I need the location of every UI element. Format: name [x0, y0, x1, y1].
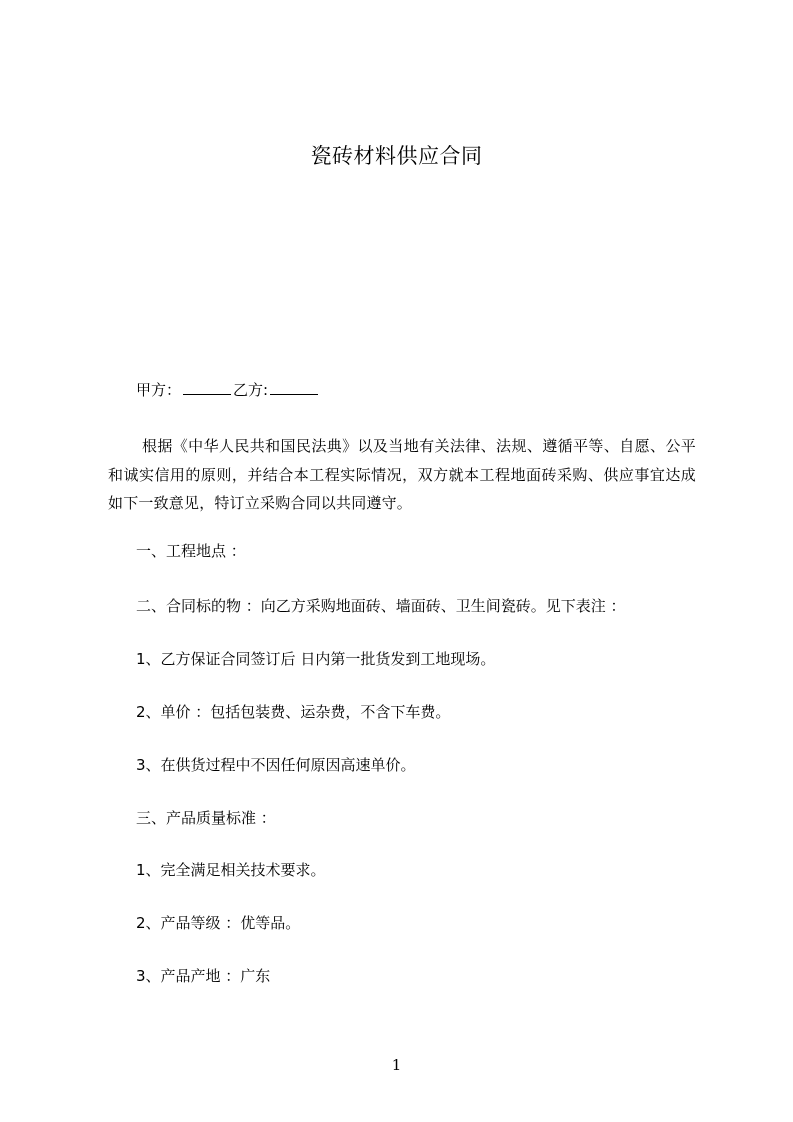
document-title: 瓷砖材料供应合同: [310, 144, 483, 168]
party-a-blank[interactable]: [183, 380, 231, 395]
party-b-label: 乙方:: [233, 381, 269, 399]
clause-unit-price: 2、单价 ：包括包装费、运杂费，不含下车费。: [136, 703, 451, 721]
parties-line: [136, 380, 318, 400]
clause-delivery: 1、乙方保证合同签订后 日内第一批货发到工地现场。: [136, 650, 496, 668]
party-b-blank[interactable]: [270, 380, 318, 395]
clause-product-origin: 3、产品产地 ：广东: [136, 967, 271, 985]
clause-price-stability: 3、在供货过程中不因任何原因高速单价。: [136, 756, 416, 774]
section-contract-subject: 二、合同标的物 ：向乙方采购地面砖、墙面砖、卫生间瓷砖。见下表注 ：: [136, 597, 626, 615]
clause-product-grade: 2、产品等级 ：优等品。: [136, 914, 301, 932]
intro-paragraph: 根据《中华人民共和国民法典》以及当地有关法律、法规、遵循平等、自愿、公平和诚实信用的原则，并结合本工程实际情况，双方就本工程地面砖采购、供应事宜达成如下一致意见，特订立采购合同以共同遵守。: [108, 437, 696, 512]
page-number: 1: [391, 1056, 402, 1074]
party-a-label: 甲方：: [136, 381, 182, 399]
clause-technical-requirements: 1、完全满足相关技术要求。: [136, 861, 326, 879]
section-quality-standard: 三、产品质量标准 ：: [136, 809, 276, 827]
section-project-location: 一、工程地点 ：: [136, 542, 246, 560]
